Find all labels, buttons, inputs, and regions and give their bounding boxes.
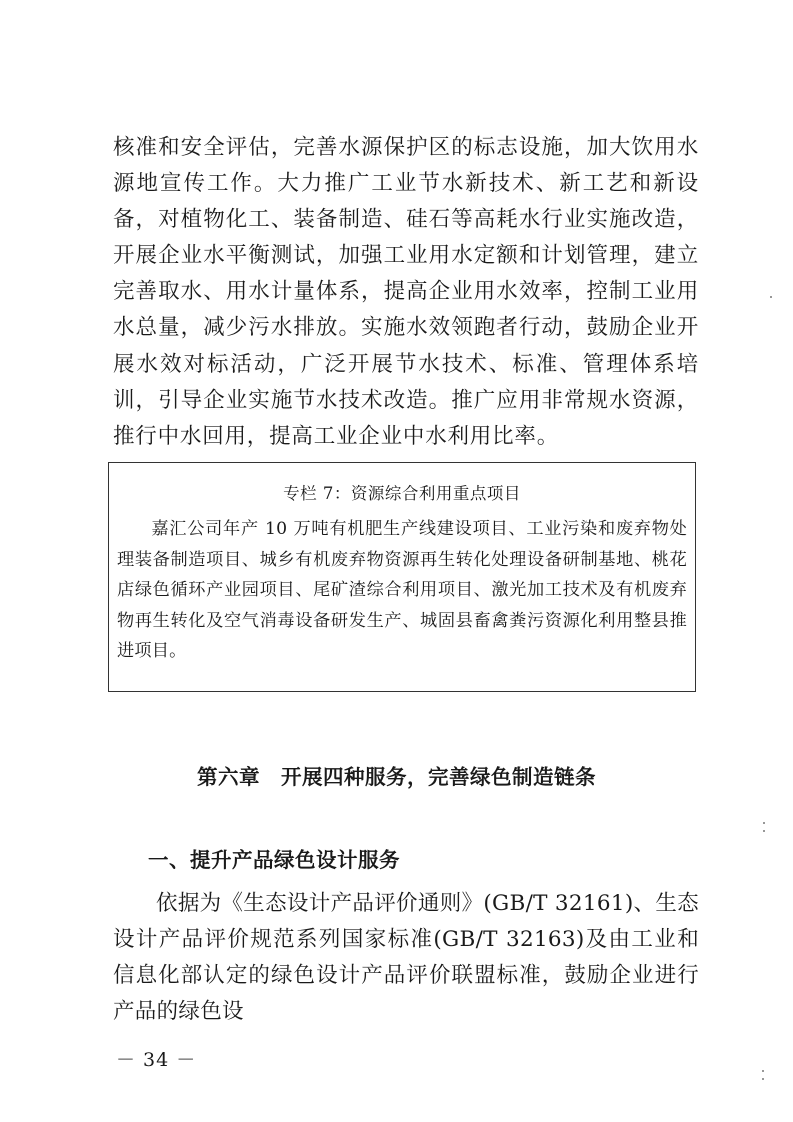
section-paragraph: 依据为《生态设计产品评价通则》(GB/T 32161)、生态设计产品评价规范系列国家标准(GB/T 32163)及由工业和信息化部认定的绿色设计产品评价联盟标准，鼓励企业进行产品的绿色设 — [113, 891, 699, 1025]
chapter-title: 第六章 开展四种服务，完善绿色制造链条 — [197, 765, 596, 789]
scan-speck — [763, 822, 765, 824]
page-number: － 34 － — [116, 1049, 197, 1071]
scan-speck — [763, 830, 765, 832]
body-paragraph: 核准和安全评估，完善水源保护区的标志设施，加大饮用水源地宣传工作。大力推广工业节水新技术、新工艺和新设备，对植物化工、装备制造、硅石等高耗水行业实施改造，开展企业水平衡测试，加强工业用水定额和计划管理，建立完善取水、用水计量体系，提高企业用水效率，控制工业用水总量，减少污水排放。实施水效领跑者行动，鼓励企业开展水效对标活动，广泛开展节水技术、标准、管理体系培训，引导企业实施节水技术改造。推广应用非常规水资源，推行中水回用，提高工业企业中水利用比率。 — [113, 135, 699, 449]
scan-speck — [762, 1078, 764, 1080]
scan-speck — [762, 1070, 764, 1072]
special-column-box — [108, 462, 696, 692]
section-heading: 一、提升产品绿色设计服务 — [148, 848, 400, 872]
scan-speck — [770, 296, 772, 298]
box-body: 嘉汇公司年产 10 万吨有机肥生产线建设项目、工业污染和废弃物处理装备制造项目、城乡有机废弃物资源再生转化处理设备研制基地、桃花店绿色循环产业园项目、尾矿渣综合利用项目、激光加工技术及有机废弃物再生转化及空气消毒设备研发生产、城固县畜禽粪污资源化利用整县推进项目。 — [117, 519, 687, 661]
box-title: 专栏 7：资源综合利用重点项目 — [283, 484, 521, 503]
